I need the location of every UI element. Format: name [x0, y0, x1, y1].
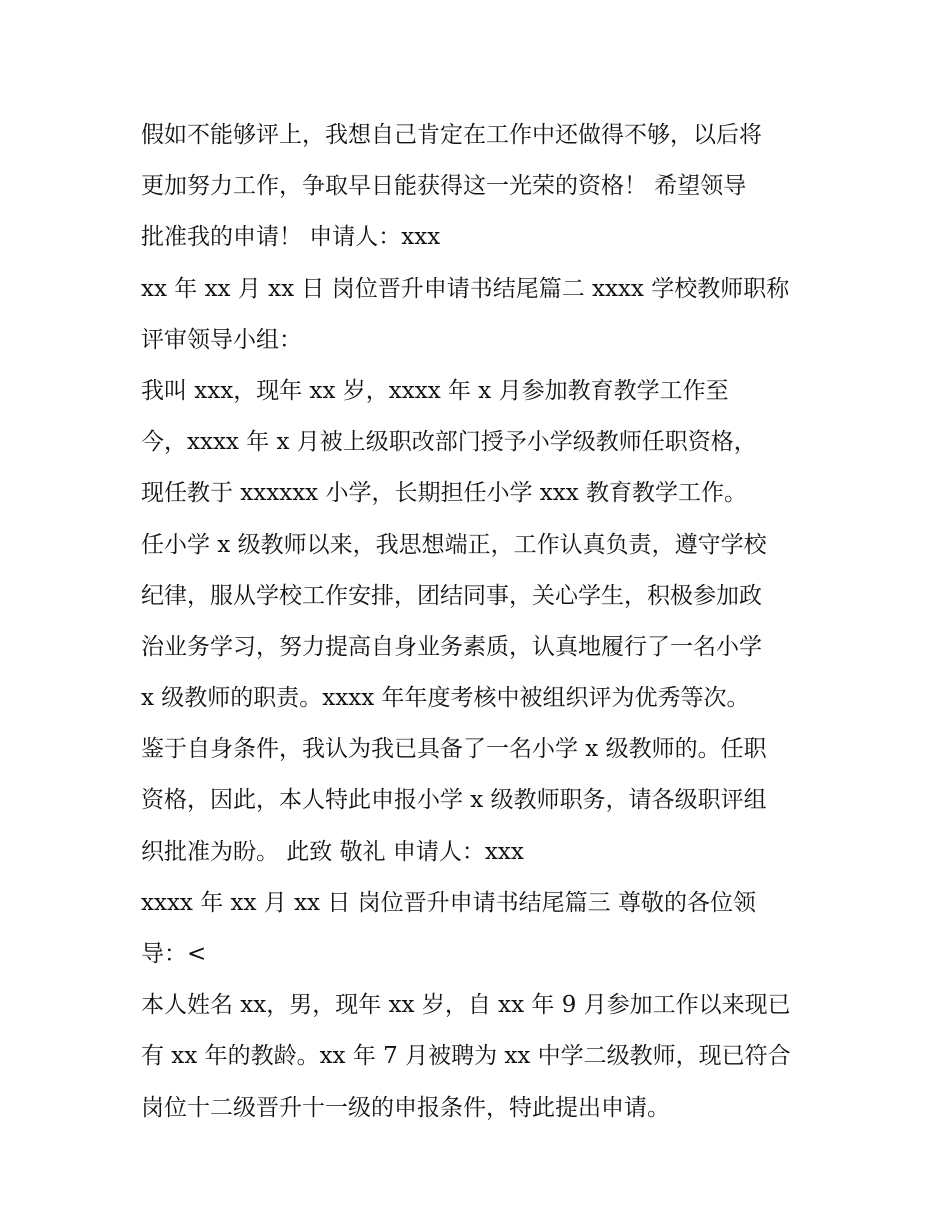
text-line: 我叫 xxx，现年 xx 岁，xxxx 年 x 月参加教育教学工作至: [141, 377, 729, 404]
text-line: 更加努力工作，争取早日能获得这一光荣的资格！ 希望领导: [141, 173, 747, 200]
text-line: 有 xx 年的教龄。xx 年 7 月被聘为 xx 中学二级教师，现已符合: [141, 1043, 791, 1070]
text-line: 今，xxxx 年 x 月被上级职改部门授予小学级教师任职资格，: [141, 429, 757, 456]
text-line: xx 年 xx 月 xx 日 岗位晋升申请书结尾篇二 xxxx 学校教师职称: [141, 275, 790, 302]
text-line: 资格，因此，本人特此申报小学 x 级教师职务，请各级职评组: [141, 787, 767, 814]
text-line: 假如不能够评上，我想自己肯定在工作中还做得不够，以后将: [141, 122, 762, 148]
text-line: 鉴于自身条件，我认为我已具备了一名小学 x 级教师的。任职: [141, 736, 767, 763]
text-line: xxxx 年 xx 月 xx 日 岗位晋升申请书结尾篇三 尊敬的各位领: [141, 889, 756, 916]
text-line: 任小学 x 级教师以来，我思想端正，工作认真负责，遵守学校: [141, 531, 767, 558]
text-line: 评审领导小组：: [141, 326, 302, 353]
text-line: x 级教师的职责。xxxx 年年度考核中被组织评为优秀等次。: [141, 685, 750, 712]
text-line: 治业务学习，努力提高自身业务素质，认真地履行了一名小学: [141, 633, 762, 660]
text-line: 导：<: [141, 941, 207, 967]
text-line: 批准我的申请！ 申请人：xxx: [141, 224, 441, 251]
text-line: 岗位十二级晋升十一级的申报条件，特此提出申请。: [141, 1094, 670, 1121]
text-line: 本人姓名 xx，男，现年 xx 岁，自 xx 年 9 月参加工作以来现已: [141, 992, 791, 1019]
text-line: 现任教于 xxxxxx 小学，长期担任小学 xxx 教育教学工作。: [141, 480, 747, 507]
text-line: 纪律，服从学校工作安排，团结同事，关心学生，积极参加政: [141, 582, 762, 609]
text-line: 织批准为盼。 此致 敬礼 申请人：xxx: [141, 838, 524, 865]
document-body: [141, 110, 821, 1134]
